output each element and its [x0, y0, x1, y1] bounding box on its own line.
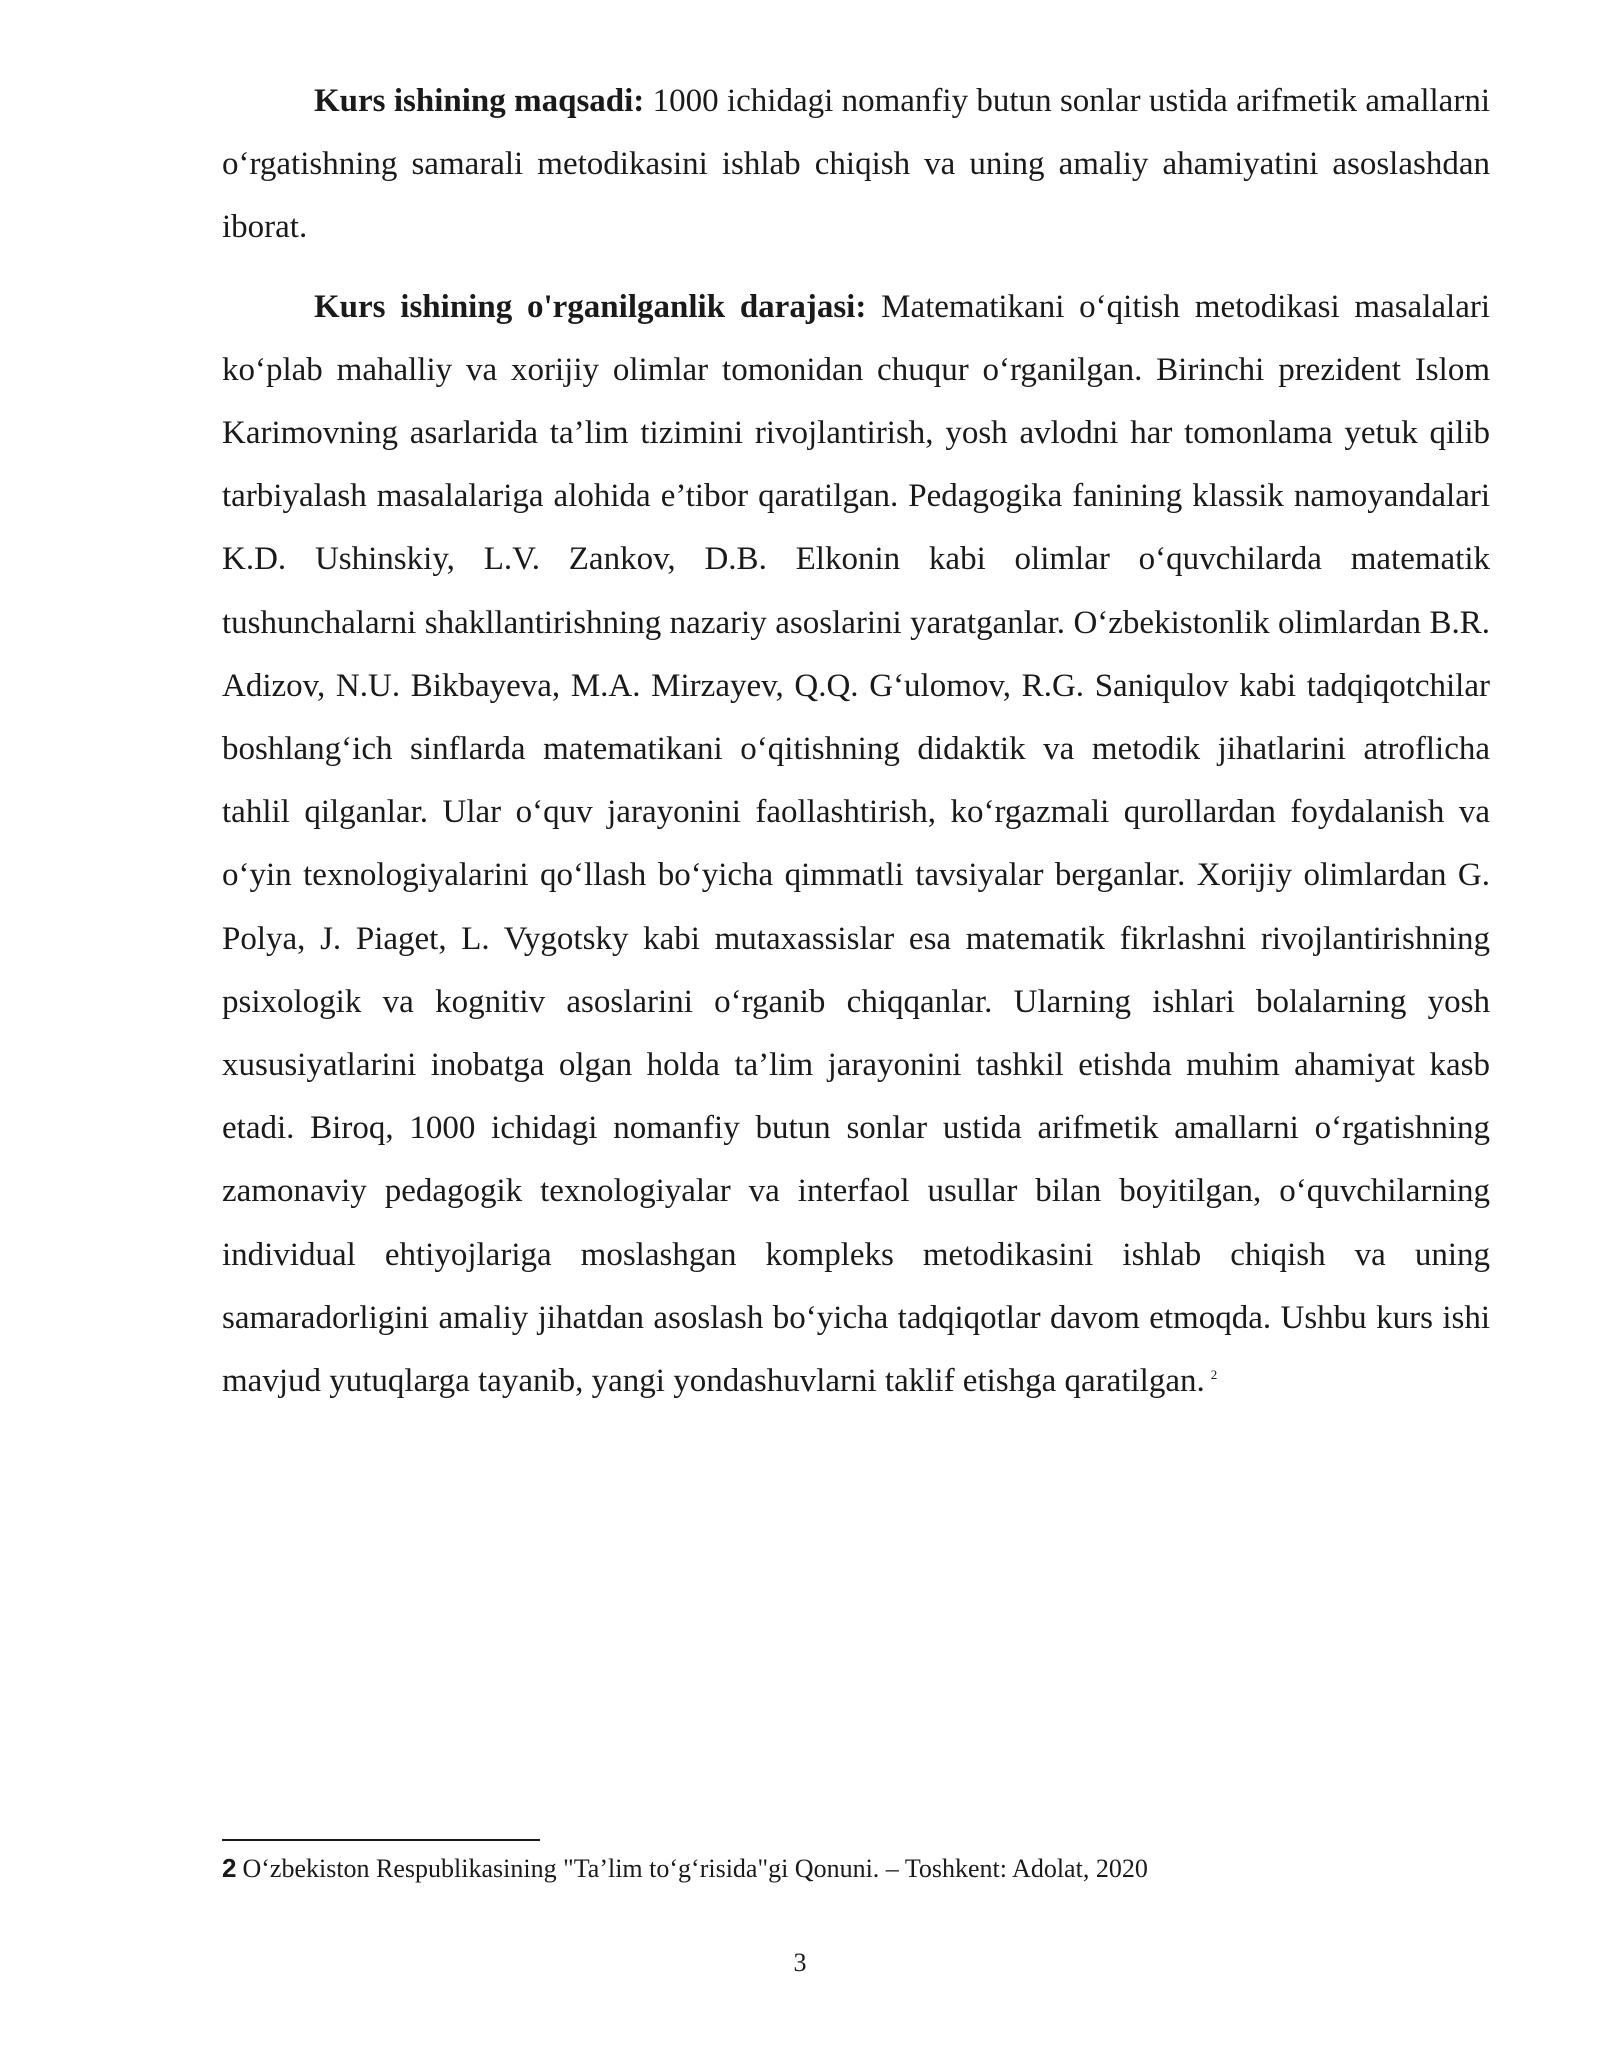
footnote-number: 2 [222, 1853, 237, 1883]
footnote-separator [222, 1839, 540, 1841]
footnote [222, 1851, 1490, 1886]
paragraph-research-level [222, 276, 1490, 1414]
paragraph-label: Kurs ishining o'rganilganlik darajasi: [314, 288, 867, 325]
paragraph-text: Matematikani o‘qitish metodikasi masalalari ko‘plab mahalliy va xorijiy olimlar tomonidan chuqur o‘rganilgan. Birinchi prezident Islom Karimovning asarlarida ta’lim tizimini rivojlantirish, yosh avlodni har tomonlama yetuk qilib tarbiyalash masalalariga alohida e’tibor qaratilgan. Pedagogika fanining klassik namoyandalari K.D. Ushinskiy, L.V. Zankov, D.B. Elkonin kabi olimlar o‘quvchilarda matematik tushunchalarni shakllantirishning nazariy asoslarini yaratganlar. O‘zbekistonlik olimlardan B.R. Adizov, N.U. Bikbayeva, M.A. Mirzayev, Q.Q. G‘ulomov, R.G. Saniqulov kabi tadqiqotchilar boshlang‘ich sinflarda matematikani o‘qitishning didaktik va metodik jihatlarini atroflicha tahlil qilganlar. Ular o‘quv jarayonini faollashtirish, ko‘rgazmali qurollardan foydalanish va o‘yin texnologiyalarini qo‘llash bo‘yicha qimmatli tavsiyalar berganlar. Xorijiy olimlardan G. Polya, J. Piaget, L. Vygotsky kabi mutaxassislar esa matematik fikrlashni rivojlantirishning psixologik va kognitiv asoslarini o‘rganib chiqqanlar. Ularning ishlari bolalarning yosh xususiyatlarini inobatga olgan holda ta’lim jarayonini tashkil etishda muhim ahamiyat kasb etadi. Biroq, 1000 ichidagi nomanfiy butun sonlar ustida arifmetik amallarni o‘rgatishning zamonaviy pedagogik texnologiyalar va interfaol usullar bilan boyitilgan, o‘quvchilarning individual ehtiyojlariga moslashgan kompleks metodikasini ishlab chiqish va uning samaradorligini amaliy jihatdan asoslash bo‘yicha tadqiqotlar davom etmoqda. Ushbu kurs ishi mavjud yutuqlarga tayanib, yangi yondashuvlarni taklif etishga qaratilgan. [222, 288, 1490, 1400]
footnote-text: O‘zbekiston Respublikasining "Ta’lim to‘g‘risida"gi Qonuni. – Toshkent: Adolat, 2020 [242, 1854, 1148, 1883]
paragraph-label: Kurs ishining maqsadi: [314, 83, 645, 119]
paragraph-text: 1000 ichidagi nomanfiy butun sonlar ustida arifmetik amallarni o‘rgatishning samarali metodikasini ishlab chiqish va uning amaliy ahamiyatini asoslashdan iborat. [222, 83, 1490, 246]
paragraph-goal [222, 70, 1490, 260]
footnote-reference[interactable]: 2 [1210, 1367, 1218, 1383]
page-number: 3 [793, 1948, 807, 1977]
body-text [222, 70, 1490, 1429]
